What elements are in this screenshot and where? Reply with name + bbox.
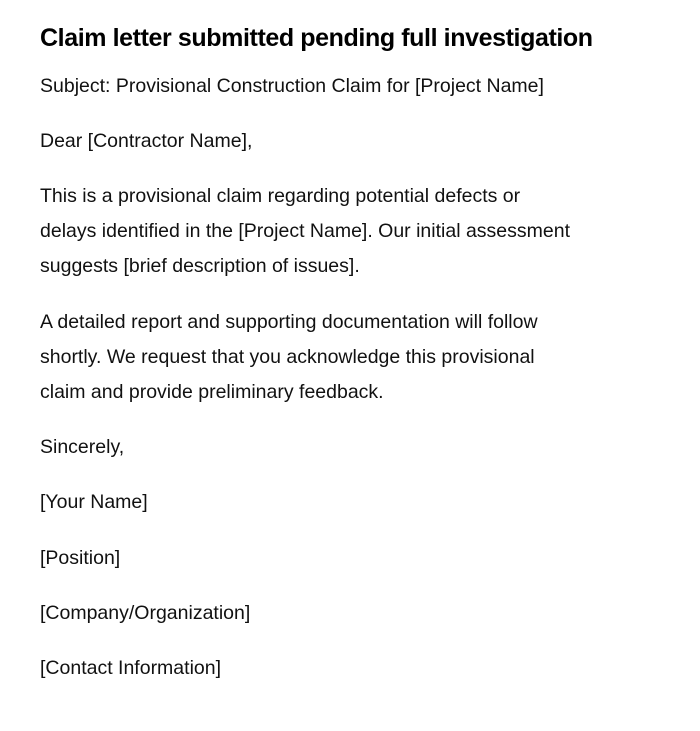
paragraph-line: delays identified in the [Project Name]. Our initial assessment — [40, 220, 570, 242]
signature-position: [Position] — [40, 547, 121, 569]
body-paragraph-2 — [40, 305, 640, 410]
document-title: Claim letter submitted pending full investigation — [40, 24, 593, 52]
signature-company: [Company/Organization] — [40, 602, 251, 624]
subject-line: Subject: Provisional Construction Claim for [Project Name] — [40, 75, 544, 97]
closing: Sincerely, — [40, 436, 125, 458]
paragraph-line: A detailed report and supporting documentation will follow — [40, 311, 538, 333]
body-paragraph-1 — [40, 179, 640, 284]
paragraph-line: This is a provisional claim regarding potential defects or — [40, 185, 521, 207]
paragraph-line: suggests [brief description of issues]. — [40, 255, 360, 277]
paragraph-line: shortly. We request that you acknowledge this provisional — [40, 346, 535, 368]
salutation: Dear [Contractor Name], — [40, 130, 253, 152]
signature-contact: [Contact Information] — [40, 657, 222, 679]
paragraph-line: claim and provide preliminary feedback. — [40, 381, 384, 403]
signature-name: [Your Name] — [40, 491, 148, 513]
